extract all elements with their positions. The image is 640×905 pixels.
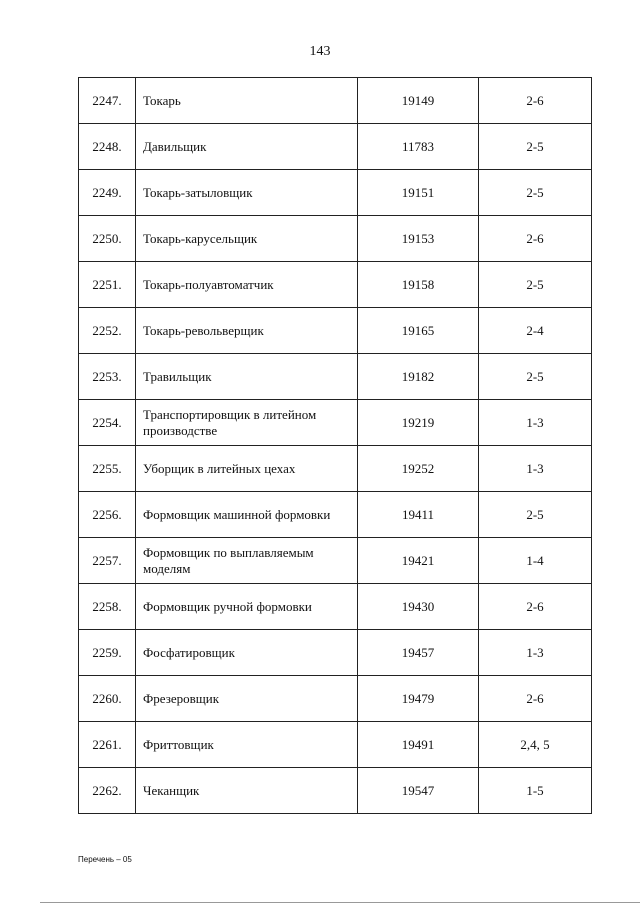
row-number: 2258. bbox=[79, 584, 136, 630]
profession-code: 19479 bbox=[358, 676, 479, 722]
profession-code: 19421 bbox=[358, 538, 479, 584]
profession-name: Токарь-револьверщик bbox=[136, 308, 358, 354]
profession-code: 19430 bbox=[358, 584, 479, 630]
profession-code: 19165 bbox=[358, 308, 479, 354]
grade-range: 2-4 bbox=[479, 308, 592, 354]
grade-range: 2-6 bbox=[479, 584, 592, 630]
table-row bbox=[79, 446, 592, 492]
profession-code: 19547 bbox=[358, 768, 479, 814]
row-number: 2256. bbox=[79, 492, 136, 538]
row-number: 2248. bbox=[79, 124, 136, 170]
profession-code: 19252 bbox=[358, 446, 479, 492]
row-number: 2250. bbox=[79, 216, 136, 262]
profession-code: 19151 bbox=[358, 170, 479, 216]
profession-code: 19491 bbox=[358, 722, 479, 768]
table-row bbox=[79, 630, 592, 676]
grade-range: 2-5 bbox=[479, 492, 592, 538]
profession-name: Токарь-полуавтоматчик bbox=[136, 262, 358, 308]
profession-code: 19219 bbox=[358, 400, 479, 446]
row-number: 2254. bbox=[79, 400, 136, 446]
table-row bbox=[79, 216, 592, 262]
table-row bbox=[79, 170, 592, 216]
profession-name: Транспортировщик в литейном производстве bbox=[136, 400, 358, 446]
table-row bbox=[79, 308, 592, 354]
profession-name: Давильщик bbox=[136, 124, 358, 170]
profession-name: Формовщик машинной формовки bbox=[136, 492, 358, 538]
row-number: 2259. bbox=[79, 630, 136, 676]
profession-name: Фрезеровщик bbox=[136, 676, 358, 722]
row-number: 2262. bbox=[79, 768, 136, 814]
profession-code: 19153 bbox=[358, 216, 479, 262]
table-row bbox=[79, 676, 592, 722]
table-row bbox=[79, 400, 592, 446]
profession-name: Уборщик в литейных цехах bbox=[136, 446, 358, 492]
page-number: 143 bbox=[309, 44, 331, 59]
profession-name: Токарь-затыловщик bbox=[136, 170, 358, 216]
profession-code: 19149 bbox=[358, 78, 479, 124]
row-number: 2253. bbox=[79, 354, 136, 400]
scan-edge-line bbox=[40, 902, 640, 903]
professions-table bbox=[78, 77, 592, 814]
profession-code: 19182 bbox=[358, 354, 479, 400]
profession-name: Фриттовщик bbox=[136, 722, 358, 768]
row-number: 2249. bbox=[79, 170, 136, 216]
grade-range: 1-5 bbox=[479, 768, 592, 814]
grade-range: 2-5 bbox=[479, 170, 592, 216]
table-row bbox=[79, 722, 592, 768]
grade-range: 1-3 bbox=[479, 446, 592, 492]
profession-name: Токарь-карусельщик bbox=[136, 216, 358, 262]
grade-range: 1-4 bbox=[479, 538, 592, 584]
footer-label: Перечень – 05 bbox=[78, 855, 132, 864]
table-row bbox=[79, 78, 592, 124]
row-number: 2252. bbox=[79, 308, 136, 354]
grade-range: 2-5 bbox=[479, 354, 592, 400]
grade-range: 2-6 bbox=[479, 216, 592, 262]
grade-range: 2,4, 5 bbox=[479, 722, 592, 768]
profession-name: Чеканщик bbox=[136, 768, 358, 814]
row-number: 2251. bbox=[79, 262, 136, 308]
row-number: 2255. bbox=[79, 446, 136, 492]
table-row bbox=[79, 538, 592, 584]
profession-name: Фосфатировщик bbox=[136, 630, 358, 676]
row-number: 2247. bbox=[79, 78, 136, 124]
profession-code: 19457 bbox=[358, 630, 479, 676]
table-row bbox=[79, 492, 592, 538]
grade-range: 2-5 bbox=[479, 124, 592, 170]
table-row bbox=[79, 584, 592, 630]
profession-code: 19158 bbox=[358, 262, 479, 308]
row-number: 2260. bbox=[79, 676, 136, 722]
profession-name: Формовщик по выплавляемым моделям bbox=[136, 538, 358, 584]
profession-name: Травильщик bbox=[136, 354, 358, 400]
profession-name: Формовщик ручной формовки bbox=[136, 584, 358, 630]
profession-name: Токарь bbox=[136, 78, 358, 124]
grade-range: 1-3 bbox=[479, 400, 592, 446]
grade-range: 1-3 bbox=[479, 630, 592, 676]
row-number: 2261. bbox=[79, 722, 136, 768]
grade-range: 2-5 bbox=[479, 262, 592, 308]
profession-code: 19411 bbox=[358, 492, 479, 538]
grade-range: 2-6 bbox=[479, 78, 592, 124]
table-row bbox=[79, 768, 592, 814]
grade-range: 2-6 bbox=[479, 676, 592, 722]
profession-code: 11783 bbox=[358, 124, 479, 170]
row-number: 2257. bbox=[79, 538, 136, 584]
table-row bbox=[79, 124, 592, 170]
table-body bbox=[79, 78, 592, 814]
table-row bbox=[79, 262, 592, 308]
table-row bbox=[79, 354, 592, 400]
